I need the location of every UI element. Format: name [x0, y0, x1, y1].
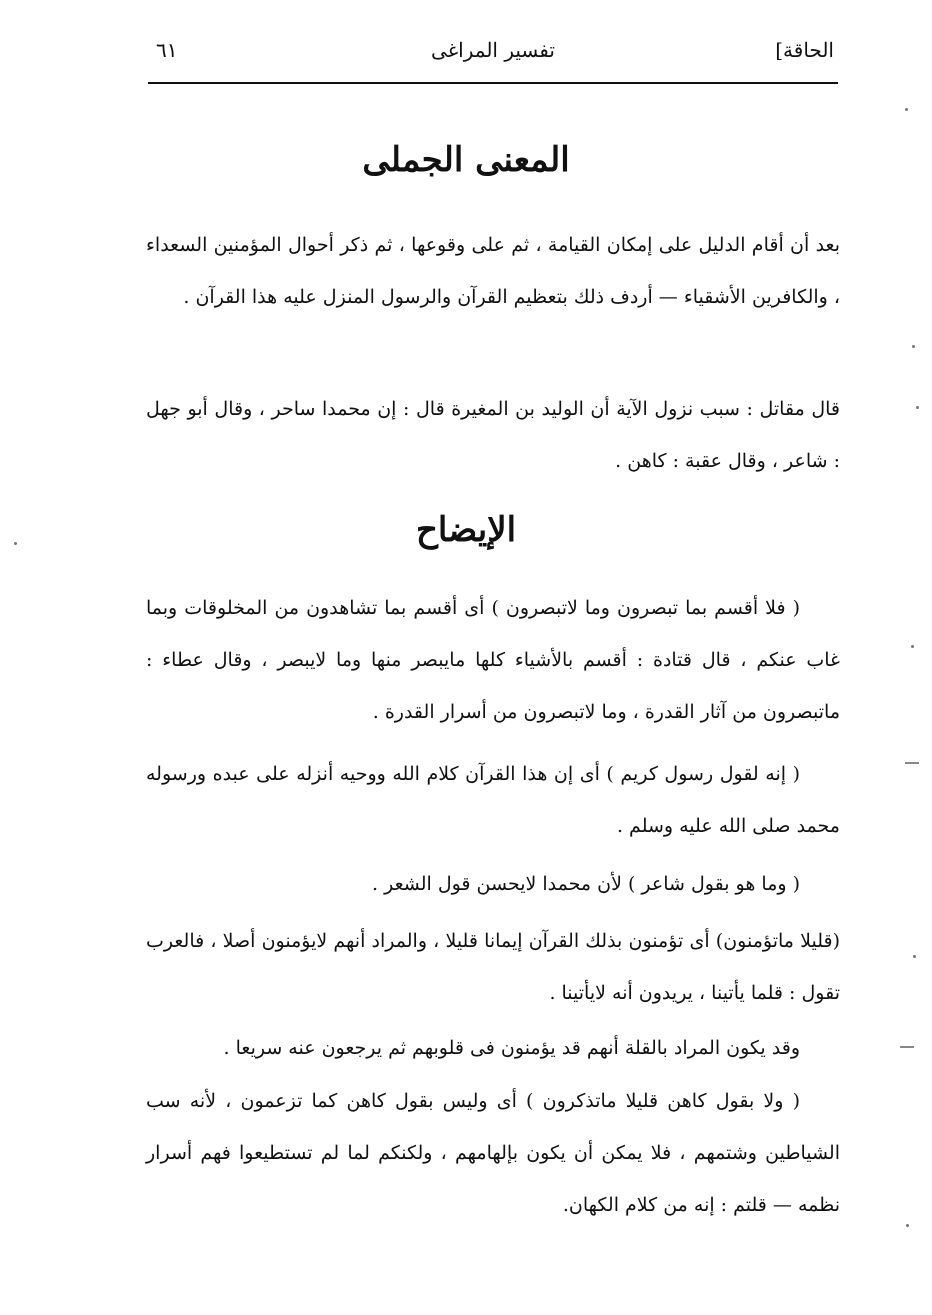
paragraph: وقد يكون المراد بالقلة أنهم قد يؤمنون فى قلوبهم ثم يرجعون عنه سريعا .	[223, 1037, 800, 1059]
paragraph: ( ولا بقول كاهن قليلا ماتذكرون ) أى وليس بقول كاهن كما تزعمون ، لأنه سب الشياطين وشتمهم ، فلا يمكن أن يكون بإلهامهم ، ولكنكم لما لم تستطيعوا فهم أسرار نظمه — قلتم : إنه من كلام الكهان.	[146, 1090, 840, 1216]
scan-speck	[906, 1224, 909, 1227]
paragraph: قال مقاتل : سبب نزول الآية أن الوليد بن المغيرة قال : إن محمدا ساحر ، وقال أبو جهل : شاعر ، وقال عقبة : كاهن .	[146, 398, 840, 472]
paragraph: ( فلا أقسم بما تبصرون وما لاتبصرون ) أى أقسم بما تشاهدون من المخلوقات وبما غاب عنكم ، قال قتادة : أقسم بالأشياء كلها مايبصر منها وما لايبصر ، وقال عطاء : ماتبصرون من آثار القدرة ، وما لاتبصرون من أسرار القدرة .	[146, 597, 840, 723]
section-heading-general-meaning: المعنى الجملى	[362, 140, 570, 180]
paragraph: ( وما هو بقول شاعر ) لأن محمدا لايحسن قول الشعر .	[372, 873, 800, 895]
section-heading-explanation: الإيضاح	[415, 510, 517, 550]
running-header	[148, 30, 838, 80]
header-divider	[148, 82, 838, 84]
scan-speck	[905, 108, 908, 111]
scan-mark	[905, 762, 919, 764]
scan-speck	[911, 645, 914, 648]
book-title: تفسير المراغى	[431, 38, 555, 62]
scan-speck	[913, 955, 916, 958]
page-number: ٦١	[156, 38, 178, 62]
scan-speck	[912, 345, 915, 348]
paragraph: بعد أن أقام الدليل على إمكان القيامة ، ثم على وقوعها ، ثم ذكر أحوال المؤمنين السعداء ، والكافرين الأشقياء — أردف ذلك بتعظيم القرآن والرسول المنزل عليه هذا القرآن .	[146, 234, 840, 308]
scan-mark	[900, 1046, 914, 1048]
paragraph: (قليلا ماتؤمنون) أى تؤمنون بذلك القرآن إيمانا قليلا ، والمراد أنهم لايؤمنون أصلا ، فالعرب تقول : قلما يأتينا ، يريدون أنه لايأتينا .	[146, 930, 840, 1004]
paragraph: ( إنه لقول رسول كريم ) أى إن هذا القرآن كلام الله ووحيه أنزله على عبده ورسوله محمد صلى الله عليه وسلم .	[146, 763, 840, 837]
scan-speck	[14, 542, 17, 545]
surah-name: الحاقة]	[775, 38, 834, 62]
scan-speck	[916, 406, 919, 409]
